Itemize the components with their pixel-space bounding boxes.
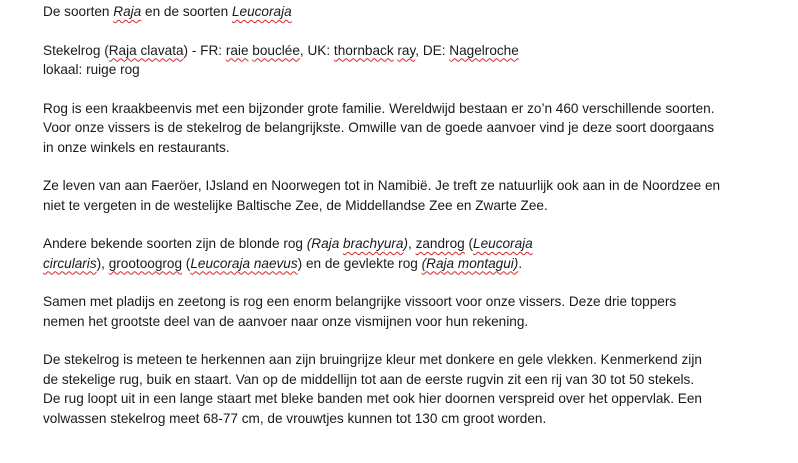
- local-name-line: lokaal: ruige rog: [43, 62, 140, 77]
- paragraph-description: [43, 350, 793, 428]
- species-ray: ray: [397, 42, 416, 58]
- other-species-text-4: ),: [96, 255, 109, 271]
- species-text-6: , DE:: [415, 42, 450, 58]
- paragraph-line: niet te vergeten in de westelijke Baltische Zee, de Middellandse Zee en Zwarte Zee.: [43, 197, 548, 213]
- other-species-text-7: .: [518, 255, 523, 271]
- other-species-text-1: Andere bekende soorten zijn de blonde rog: [43, 236, 307, 251]
- paragraph-line: Rog is een kraakbeenvis met een bijzonder grote familie. Wereldwijd bestaan er zo’n 460 verschillende soorten.: [43, 100, 715, 116]
- other-species-text-6: ) en de gevlekte rog: [297, 255, 422, 271]
- paragraph-line: de stekelige rug, buik en staart. Van op de middellijn tot aan de eerste rugvin zit een rij van 30 tot 50 stekels.: [43, 371, 695, 387]
- other-species-leucoraja: Leucoraja: [473, 236, 533, 251]
- heading-text-2: en de soorten: [141, 4, 232, 19]
- other-species-raja-open: (Raja: [306, 236, 344, 251]
- species-raja-clavata: Raja clavata: [108, 42, 184, 58]
- other-species-text-5: (: [182, 255, 191, 271]
- paragraph-importance: [43, 292, 793, 331]
- paragraph-other-species: [43, 234, 793, 273]
- other-species-circularis: circularis: [43, 255, 97, 271]
- paragraph-line: nemen het grootste deel van de aanvoer naar onze vismijnen voor hun rekening.: [43, 313, 529, 329]
- paragraph-line: [43, 234, 793, 254]
- species-nagelroche: Nagelroche: [449, 42, 519, 58]
- species-text-1: Stekelrog (: [43, 42, 109, 58]
- paragraph-line: Ze leven van aan Faeröer, IJsland en Noorwegen tot in Namibië. Je treft ze natuurlijk ook aan in de Noordzee en: [43, 178, 721, 193]
- paragraph-line: De stekelrog is meteen te herkennen aan zijn bruingrijze kleur met donkere en gele vlekken. Kenmerkend zijn: [43, 352, 702, 367]
- species-line: [43, 41, 793, 61]
- species-thornback: thornback: [333, 42, 394, 58]
- paragraph-line: [43, 254, 793, 274]
- species-bouclee: bouclée: [252, 42, 300, 58]
- other-species-text-3: (: [464, 236, 474, 251]
- other-species-text-2: ,: [408, 236, 416, 251]
- paragraph-line: Voor onze vissers is de stekelrog de belangrijkste. Omwille van de goede aanvoer vind je deze soort doorgaans: [43, 120, 715, 135]
- heading-paragraph: [43, 2, 793, 22]
- paragraph-line: in onze winkels en restaurants.: [43, 139, 230, 155]
- paragraph-line: De rug loopt uit in een lange staart met bleke banden met ook hier doornen verspreid over het oppervlak. Een: [43, 391, 702, 406]
- paragraph-line: volwassen stekelrog meet 68-77 cm, de vrouwtjes kunnen tot 130 cm groot worden.: [43, 410, 547, 426]
- species-paragraph: [43, 41, 793, 80]
- species-text-4: , UK:: [299, 42, 334, 58]
- other-species-leucoraja-naevus: Leucoraja naevus: [190, 255, 298, 271]
- paragraph-family: [43, 99, 793, 158]
- species-text-2: ) - FR:: [183, 42, 226, 58]
- heading-leucoraja: Leucoraja: [231, 4, 292, 19]
- other-species-grootoogrog: grootoogrog: [108, 255, 183, 271]
- other-species-brachyura: brachyura: [343, 236, 404, 251]
- other-species-zandrog: zandrog: [415, 236, 465, 251]
- paragraph-habitat: [43, 176, 793, 215]
- other-species-close-paren: ): [403, 236, 409, 251]
- species-raie: raie: [225, 42, 249, 58]
- other-species-raja-montagui: (Raja montagui): [421, 255, 519, 271]
- paragraph-line: Samen met pladijs en zeetong is rog een enorm belangrijke vissoort voor onze vissers. Deze drie toppers: [43, 294, 677, 309]
- document-page[interactable]: [43, 2, 793, 447]
- heading-text-1: De soorten: [43, 4, 114, 19]
- heading-raja: Raja: [113, 4, 142, 19]
